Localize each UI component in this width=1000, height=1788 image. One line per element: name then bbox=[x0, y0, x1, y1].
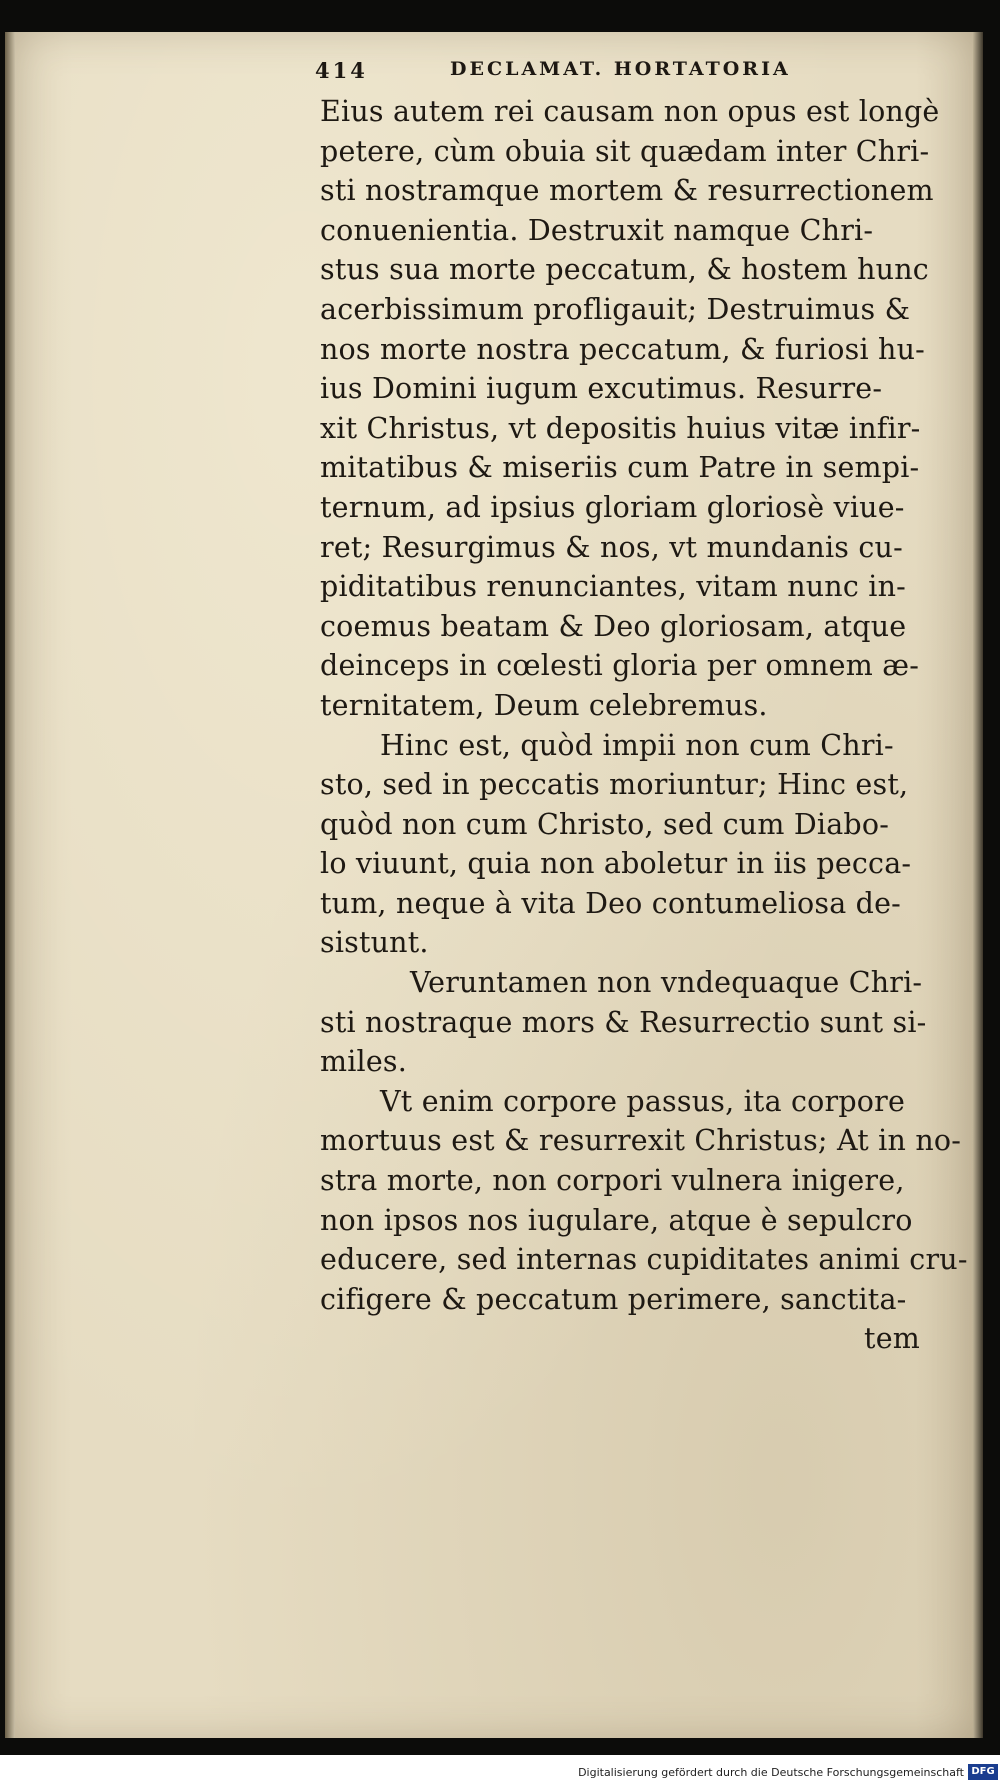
text-line: stus sua morte peccatum, & hostem hunc bbox=[320, 253, 929, 287]
text-line: piditatibus renunciantes, vitam nunc in- bbox=[320, 570, 906, 604]
text-line: sto, sed in peccatis moriuntur; Hinc est, bbox=[320, 768, 909, 802]
digitization-footer bbox=[578, 1762, 1000, 1784]
text-line: cifigere & peccatum perimere, sanctita- bbox=[320, 1282, 907, 1316]
text-line: mitatibus & miseriis cum Patre in sempi- bbox=[320, 451, 920, 485]
body-text bbox=[320, 92, 968, 1359]
text-line: acerbissimum profligauit; Destruimus & bbox=[320, 292, 911, 326]
text-line: coemus beatam & Deo gloriosam, atque bbox=[320, 609, 907, 643]
text-line: tum, neque à vita Deo contumeliosa de- bbox=[320, 886, 901, 920]
text-line: ternitatem, Deum celebremus. bbox=[320, 688, 768, 722]
text-line: stra morte, non corpori vulnera inigere, bbox=[320, 1164, 905, 1198]
text-line: petere, cùm obuia sit quædam inter Chri- bbox=[320, 134, 930, 168]
text-line: non ipsos nos iugulare, atque è sepulcro bbox=[320, 1203, 913, 1237]
text-line: sti nostramque mortem & resurrectionem bbox=[320, 174, 934, 208]
text-line: Vt enim corpore passus, ita corpore bbox=[380, 1084, 906, 1118]
dfg-logo: DFG bbox=[968, 1764, 998, 1780]
text-line: deinceps in cœlesti gloria per omnem æ- bbox=[320, 649, 920, 683]
catchword: tem bbox=[864, 1322, 920, 1356]
text-line: educere, sed internas cupiditates animi cru- bbox=[320, 1243, 968, 1277]
text-line: Hinc est, quòd impii non cum Chri- bbox=[380, 728, 894, 762]
text-line: ternum, ad ipsius gloriam gloriosè viue- bbox=[320, 490, 905, 524]
page-number: 414 bbox=[315, 58, 368, 83]
text-line: sti nostraque mors & Resurrectio sunt si- bbox=[320, 1005, 927, 1039]
text-line: nos morte nostra peccatum, & furiosi hu- bbox=[320, 332, 925, 366]
text-line: Veruntamen non vndequaque Chri- bbox=[410, 966, 923, 1000]
text-line: Eius autem rei causam non opus est longè bbox=[320, 95, 940, 128]
page-left-edge bbox=[5, 32, 15, 1738]
funding-credit: Digitalisierung gefördert durch die Deutsche Forschungsgemeinschaft bbox=[578, 1766, 964, 1779]
text-line: mortuus est & resurrexit Christus; At in no- bbox=[320, 1124, 962, 1158]
running-title: DECLAMAT. HORTATORIA bbox=[450, 58, 791, 80]
text-line: conuenientia. Destruxit namque Chri- bbox=[320, 213, 874, 247]
page-right-edge bbox=[973, 32, 983, 1738]
text-line: lo viuunt, quia non aboletur in iis pecca- bbox=[320, 847, 912, 881]
text-line: quòd non cum Christo, sed cum Diabo- bbox=[320, 807, 890, 841]
text-line: ret; Resurgimus & nos, vt mundanis cu- bbox=[320, 530, 903, 564]
text-line: miles. bbox=[320, 1045, 408, 1079]
text-line: ius Domini iugum excutimus. Resurre- bbox=[320, 372, 883, 406]
text-line: xit Christus, vt depositis huius vitæ infir- bbox=[320, 411, 921, 445]
text-line: sistunt. bbox=[320, 926, 429, 960]
